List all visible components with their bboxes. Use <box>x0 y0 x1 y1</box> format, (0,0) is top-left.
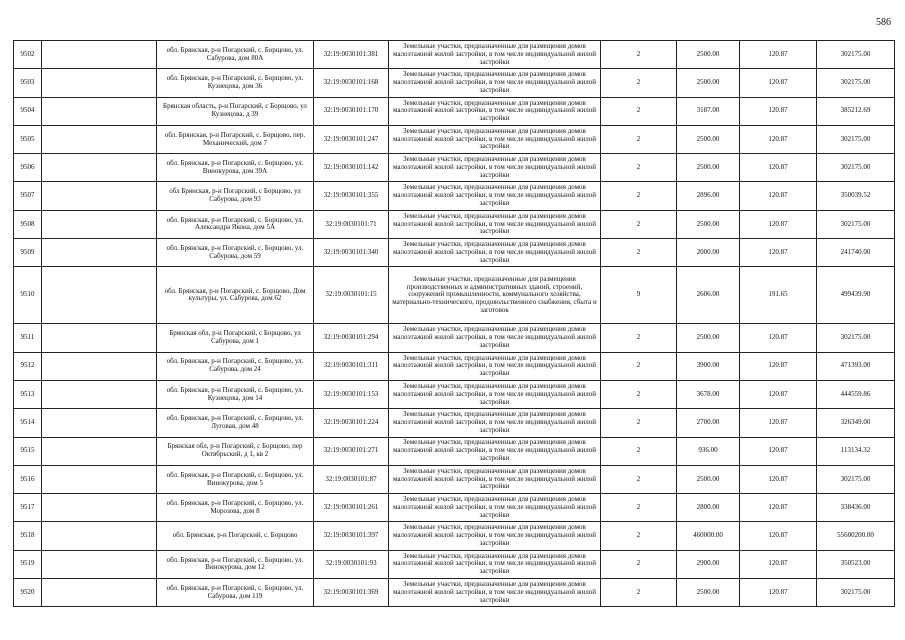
cadastral-number-cell: 32:19:0030101:340 <box>314 239 389 267</box>
row-number-cell: 9504 <box>14 97 42 125</box>
specific-value-cell: 120.87 <box>740 352 817 380</box>
row-number-cell: 9519 <box>14 550 42 578</box>
cadastral-value-cell: 385212.69 <box>817 97 895 125</box>
address-cell: обл. Брянская, р-н Погарский, с. Борщово, Дом культуры, ул. Сабурова, дом 62 <box>157 267 314 324</box>
table-row <box>14 97 895 125</box>
area-cell: 936.00 <box>677 437 740 465</box>
use-group-cell: 2 <box>601 125 677 153</box>
specific-value-cell: 120.87 <box>740 210 817 238</box>
specific-value-cell: 120.87 <box>740 522 817 550</box>
area-cell: 2500.00 <box>677 465 740 493</box>
gap-cell <box>42 522 157 550</box>
land-use-cell: Земельные участки, предназначенные для размещения домов малоэтажной жилой застройки, в том числе индивидуальной жилой застройки <box>389 465 601 493</box>
use-group-cell: 2 <box>601 579 677 607</box>
cadastral-value-cell: 302175.00 <box>817 69 895 97</box>
land-use-cell: Земельные участки, предназначенные для размещения домов малоэтажной жилой застройки, в том числе индивидуальной жилой застройки <box>389 352 601 380</box>
gap-cell <box>42 97 157 125</box>
row-number-cell: 9517 <box>14 494 42 522</box>
address-cell: обл. Брянская, р-н Погарский, с. Борщово, ул. Винокурова, дом 12 <box>157 550 314 578</box>
address-cell: Брянская область, р-н Погарский, с Борщово, ул Кузнецова, д 39 <box>157 97 314 125</box>
land-use-cell: Земельные участки, предназначенные для размещения домов малоэтажной жилой застройки, в том числе индивидуальной жилой застройки <box>389 409 601 437</box>
table-row <box>14 267 895 324</box>
area-cell: 2500.00 <box>677 154 740 182</box>
cadastral-value-cell: 326349.00 <box>817 409 895 437</box>
cadastral-value-table <box>13 40 895 607</box>
specific-value-cell: 120.87 <box>740 465 817 493</box>
cadastral-number-cell: 32:19:0030101:369 <box>314 579 389 607</box>
row-number-cell: 9520 <box>14 579 42 607</box>
area-cell: 2500.00 <box>677 125 740 153</box>
cadastral-number-cell: 32:19:0030101:397 <box>314 522 389 550</box>
specific-value-cell: 120.87 <box>740 97 817 125</box>
use-group-cell: 2 <box>601 324 677 352</box>
area-cell: 2000.00 <box>677 239 740 267</box>
row-number-cell: 9514 <box>14 409 42 437</box>
specific-value-cell: 120.87 <box>740 154 817 182</box>
address-cell: обл. Брянская, р-н Погарский, с. Борщово, ул. Винокурова, дом 5 <box>157 465 314 493</box>
table-row <box>14 579 895 607</box>
table-row <box>14 409 895 437</box>
use-group-cell: 2 <box>601 154 677 182</box>
area-cell: 2500.00 <box>677 210 740 238</box>
row-number-cell: 9515 <box>14 437 42 465</box>
table-row <box>14 182 895 210</box>
cadastral-value-cell: 113134.32 <box>817 437 895 465</box>
specific-value-cell: 120.87 <box>740 324 817 352</box>
cadastral-value-cell: 302175.00 <box>817 125 895 153</box>
land-use-cell: Земельные участки, предназначенные для размещения домов малоэтажной жилой застройки, в том числе индивидуальной жилой застройки <box>389 69 601 97</box>
land-use-cell: Земельные участки, предназначенные для размещения домов малоэтажной жилой застройки, в том числе индивидуальной жилой застройки <box>389 182 601 210</box>
cadastral-number-cell: 32:19:0030101:142 <box>314 154 389 182</box>
table-row <box>14 154 895 182</box>
table-row <box>14 522 895 550</box>
area-cell: 2700.00 <box>677 409 740 437</box>
specific-value-cell: 120.87 <box>740 494 817 522</box>
specific-value-cell: 120.87 <box>740 437 817 465</box>
gap-cell <box>42 41 157 69</box>
use-group-cell: 2 <box>601 41 677 69</box>
table-row <box>14 550 895 578</box>
address-cell: обл. Брянская, р-н Погарский, с. Борщово, ул. Морозова, дом 8 <box>157 494 314 522</box>
land-use-cell: Земельные участки, предназначенные для размещения домов малоэтажной жилой застройки, в том числе индивидуальной жилой застройки <box>389 125 601 153</box>
specific-value-cell: 120.87 <box>740 409 817 437</box>
cadastral-value-cell: 444559.86 <box>817 380 895 408</box>
gap-cell <box>42 465 157 493</box>
cadastral-value-cell: 499439.90 <box>817 267 895 324</box>
area-cell: 3678.00 <box>677 380 740 408</box>
gap-cell <box>42 324 157 352</box>
land-use-cell: Земельные участки, предназначенные для размещения домов малоэтажной жилой застройки, в том числе индивидуальной жилой застройки <box>389 154 601 182</box>
cadastral-value-cell: 55600200.00 <box>817 522 895 550</box>
address-cell: обл Брянская, р-н Погарский, с Борщово, ул Сабурова, дом 93 <box>157 182 314 210</box>
gap-cell <box>42 494 157 522</box>
cadastral-number-cell: 32:19:0030101:93 <box>314 550 389 578</box>
table-row <box>14 380 895 408</box>
cadastral-value-cell: 350523.00 <box>817 550 895 578</box>
specific-value-cell: 120.87 <box>740 125 817 153</box>
address-cell: обл. Брянская, р-н Погарский, с. Борщово <box>157 522 314 550</box>
land-use-cell: Земельные участки, предназначенные для размещения домов малоэтажной жилой застройки, в том числе индивидуальной жилой застройки <box>389 437 601 465</box>
area-cell: 2800.00 <box>677 494 740 522</box>
land-use-cell: Земельные участки, предназначенные для размещения домов малоэтажной жилой застройки, в том числе индивидуальной жилой застройки <box>389 239 601 267</box>
address-cell: обл. Брянская, р-н Погарский, с. Борщово, ул. Луговая, дом 48 <box>157 409 314 437</box>
cadastral-number-cell: 32:19:0030101:261 <box>314 494 389 522</box>
gap-cell <box>42 239 157 267</box>
gap-cell <box>42 182 157 210</box>
land-use-cell: Земельные участки, предназначенные для размещения домов малоэтажной жилой застройки, в том числе индивидуальной жилой застройки <box>389 324 601 352</box>
table-body <box>14 41 895 607</box>
area-cell: 2900.00 <box>677 550 740 578</box>
cadastral-value-cell: 350039.52 <box>817 182 895 210</box>
use-group-cell: 2 <box>601 97 677 125</box>
use-group-cell: 2 <box>601 239 677 267</box>
cadastral-number-cell: 32:19:0030101:168 <box>314 69 389 97</box>
gap-cell <box>42 352 157 380</box>
gap-cell <box>42 69 157 97</box>
land-use-cell: Земельные участки, предназначенные для размещения домов малоэтажной жилой застройки, в том числе индивидуальной жилой застройки <box>389 97 601 125</box>
gap-cell <box>42 380 157 408</box>
cadastral-number-cell: 32:19:0030101:311 <box>314 352 389 380</box>
use-group-cell: 2 <box>601 465 677 493</box>
table-row <box>14 69 895 97</box>
cadastral-value-cell: 302175.00 <box>817 324 895 352</box>
cadastral-number-cell: 32:19:0030101:355 <box>314 182 389 210</box>
specific-value-cell: 120.87 <box>740 550 817 578</box>
cadastral-number-cell: 32:19:0030101:247 <box>314 125 389 153</box>
area-cell: 2500.00 <box>677 579 740 607</box>
table-row <box>14 324 895 352</box>
use-group-cell: 2 <box>601 494 677 522</box>
land-use-cell: Земельные участки, предназначенные для размещения домов малоэтажной жилой застройки, в том числе индивидуальной жилой застройки <box>389 579 601 607</box>
row-number-cell: 9505 <box>14 125 42 153</box>
gap-cell <box>42 267 157 324</box>
cadastral-value-cell: 302175.00 <box>817 465 895 493</box>
row-number-cell: 9508 <box>14 210 42 238</box>
table-row <box>14 465 895 493</box>
cadastral-value-cell: 302175.00 <box>817 579 895 607</box>
row-number-cell: 9513 <box>14 380 42 408</box>
gap-cell <box>42 550 157 578</box>
specific-value-cell: 120.87 <box>740 380 817 408</box>
use-group-cell: 2 <box>601 437 677 465</box>
land-use-cell: Земельные участки, предназначенные для размещения домов малоэтажной жилой застройки, в том числе индивидуальной жилой застройки <box>389 550 601 578</box>
specific-value-cell: 120.87 <box>740 239 817 267</box>
land-use-cell: Земельные участки, предназначенные для размещения домов малоэтажной жилой застройки, в том числе индивидуальной жилой застройки <box>389 41 601 69</box>
area-cell: 3187.00 <box>677 97 740 125</box>
address-cell: обл. Брянская, р-н Погарский, с. Борщово, ул. Александра Якона, дом 5А <box>157 210 314 238</box>
gap-cell <box>42 437 157 465</box>
use-group-cell: 2 <box>601 182 677 210</box>
table-row <box>14 125 895 153</box>
cadastral-value-cell: 302175.00 <box>817 41 895 69</box>
specific-value-cell: 191.65 <box>740 267 817 324</box>
table-row <box>14 41 895 69</box>
table-row <box>14 437 895 465</box>
land-use-cell: Земельные участки, предназначенные для размещения производственных и административных зданий, строений, сооружений промышленности, коммунального хозяйства, материально-технического, продовольственного снабжения, сбыта и заготовок <box>389 267 601 324</box>
specific-value-cell: 120.87 <box>740 41 817 69</box>
row-number-cell: 9518 <box>14 522 42 550</box>
cadastral-value-cell: 471393.00 <box>817 352 895 380</box>
use-group-cell: 2 <box>601 352 677 380</box>
table-row <box>14 494 895 522</box>
use-group-cell: 2 <box>601 380 677 408</box>
use-group-cell: 2 <box>601 409 677 437</box>
cadastral-number-cell: 32:19:0030101:381 <box>314 41 389 69</box>
row-number-cell: 9510 <box>14 267 42 324</box>
cadastral-value-cell: 302175.00 <box>817 210 895 238</box>
address-cell: обл. Брянская, р-н Погарский, с. Борщово, ул. Сабурова, дом 59 <box>157 239 314 267</box>
cadastral-number-cell: 32:19:0030101:15 <box>314 267 389 324</box>
cadastral-number-cell: 32:19:0030101:153 <box>314 380 389 408</box>
row-number-cell: 9507 <box>14 182 42 210</box>
area-cell: 2606.00 <box>677 267 740 324</box>
area-cell: 2896.00 <box>677 182 740 210</box>
row-number-cell: 9512 <box>14 352 42 380</box>
row-number-cell: 9503 <box>14 69 42 97</box>
cadastral-value-cell: 338436.00 <box>817 494 895 522</box>
use-group-cell: 2 <box>601 69 677 97</box>
address-cell: обл. Брянская, р-н Погарский, с. Борщово, ул. Сабурова, дом 80А <box>157 41 314 69</box>
address-cell: обл. Брянская, р-н Погарский, с. Борщово, ул. Сабурова, дом 119 <box>157 579 314 607</box>
gap-cell <box>42 125 157 153</box>
row-number-cell: 9502 <box>14 41 42 69</box>
cadastral-number-cell: 32:19:0030101:294 <box>314 324 389 352</box>
address-cell: обл. Брянская, р-н Погарский, с. Борщово, ул. Винокурова, дом 39А <box>157 154 314 182</box>
land-use-cell: Земельные участки, предназначенные для размещения домов малоэтажной жилой застройки, в том числе индивидуальной жилой застройки <box>389 380 601 408</box>
area-cell: 2500.00 <box>677 41 740 69</box>
land-use-cell: Земельные участки, предназначенные для размещения домов малоэтажной жилой застройки, в том числе индивидуальной жилой застройки <box>389 210 601 238</box>
land-use-cell: Земельные участки, предназначенные для размещения домов малоэтажной жилой застройки, в том числе индивидуальной жилой застройки <box>389 522 601 550</box>
page-number: 586 <box>876 17 891 28</box>
use-group-cell: 2 <box>601 210 677 238</box>
address-cell: обл. Брянская, р-н Погарский, с. Борщово, пер. Механический, дом 7 <box>157 125 314 153</box>
specific-value-cell: 120.87 <box>740 69 817 97</box>
cadastral-number-cell: 32:19:0030101:87 <box>314 465 389 493</box>
table-row <box>14 210 895 238</box>
gap-cell <box>42 409 157 437</box>
specific-value-cell: 120.87 <box>740 182 817 210</box>
address-cell: обл. Брянская, р-н Погарский, с. Борщово, ул. Сабурова, дом 24 <box>157 352 314 380</box>
land-use-cell: Земельные участки, предназначенные для размещения домов малоэтажной жилой застройки, в том числе индивидуальной жилой застройки <box>389 494 601 522</box>
address-cell: обл. Брянская, р-н Погарский, с. Борщово, ул. Кузнецова, дом 14 <box>157 380 314 408</box>
area-cell: 2500.00 <box>677 69 740 97</box>
cadastral-number-cell: 32:19:0030101:224 <box>314 409 389 437</box>
use-group-cell: 2 <box>601 550 677 578</box>
area-cell: 2500.00 <box>677 324 740 352</box>
cadastral-value-cell: 241740.00 <box>817 239 895 267</box>
gap-cell <box>42 210 157 238</box>
address-cell: Брянская обл, р-н Погарский, с Борщово, пер Октябрьский, д 1, кв 2 <box>157 437 314 465</box>
use-group-cell: 2 <box>601 522 677 550</box>
cadastral-number-cell: 32:19:0030101:71 <box>314 210 389 238</box>
gap-cell <box>42 154 157 182</box>
cadastral-value-cell: 302175.00 <box>817 154 895 182</box>
table-row <box>14 352 895 380</box>
row-number-cell: 9511 <box>14 324 42 352</box>
use-group-cell: 9 <box>601 267 677 324</box>
specific-value-cell: 120.87 <box>740 579 817 607</box>
cadastral-number-cell: 32:19:0030101:271 <box>314 437 389 465</box>
table-row <box>14 239 895 267</box>
row-number-cell: 9516 <box>14 465 42 493</box>
area-cell: 3900.00 <box>677 352 740 380</box>
cadastral-number-cell: 32:19:0030101:170 <box>314 97 389 125</box>
address-cell: Брянская обл, р-н Погарский, с Борщово, ул Сабурова, дом 1 <box>157 324 314 352</box>
row-number-cell: 9506 <box>14 154 42 182</box>
area-cell: 460000.00 <box>677 522 740 550</box>
address-cell: обл. Брянская, р-н Погарский, с. Борщово, ул. Кузнецова, дом 36 <box>157 69 314 97</box>
row-number-cell: 9509 <box>14 239 42 267</box>
gap-cell <box>42 579 157 607</box>
